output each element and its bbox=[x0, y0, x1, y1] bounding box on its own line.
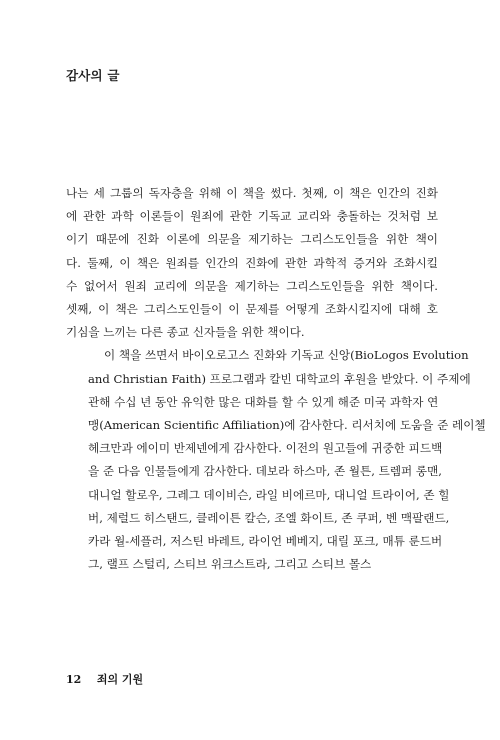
paragraph-1 bbox=[66, 182, 438, 344]
section-title: 감사의 글 bbox=[66, 68, 120, 83]
running-book-title: 죄의 기원 bbox=[96, 673, 144, 686]
text-line: 기심을 느끼는 다른 종교 신자들을 위한 책이다. bbox=[66, 325, 305, 340]
text-line: 수 없어서 원죄 교리에 의문을 제기하는 그리스도인들을 위한 책이다. bbox=[66, 278, 438, 293]
text-line: 이기 때문에 진화 이론에 의문을 제기하는 그리스도인들을 위한 책이 bbox=[66, 232, 438, 247]
text-line: 맹(American Scientific Affiliation)에 감사한다. 리서치에 도움을 준 레이첼 bbox=[88, 418, 486, 433]
text-line: 대니얼 할로우, 그레그 데이비슨, 라일 비에르마, 대니얼 트라이어, 존 힐 bbox=[88, 487, 450, 502]
text-line: 이 책을 쓰면서 바이오로고스 진화와 기독교 신앙(BioLogos Evolution bbox=[104, 348, 469, 363]
text-line: 카라 월-세플러, 저스틴 바레트, 라이언 베베지, 대릴 포크, 매튜 룬드버 bbox=[88, 534, 443, 549]
text-line: 셋째, 이 책은 그리스도인들이 이 문제를 어떻게 조화시킬지에 대해 호 bbox=[66, 302, 438, 317]
page-footer bbox=[66, 671, 143, 687]
text-line: 다. 둘째, 이 책은 원죄를 인간의 진화에 관한 과학적 증거와 조화시킬 bbox=[66, 255, 438, 270]
body-text bbox=[66, 182, 486, 576]
text-line: 그, 랠프 스털리, 스티브 위크스트라, 그리고 스티브 몰스 bbox=[88, 557, 372, 572]
text-line: 을 준 다음 인물들에게 감사한다. 데보라 하스마, 존 월튼, 트렘퍼 롱맨, bbox=[88, 464, 442, 479]
text-line: 나는 세 그룹의 독자층을 위해 이 책을 썼다. 첫째, 이 책은 인간의 진화 bbox=[66, 186, 438, 200]
text-line: 관해 수십 년 동안 유익한 많은 대화를 할 수 있게 해준 미국 과학자 연 bbox=[88, 394, 439, 409]
text-line: 버, 제럴드 히스탠드, 클레이튼 칼슨, 조엘 화이트, 존 쿠퍼, 벤 맥팔랜드, bbox=[88, 510, 450, 525]
page-number: 12 bbox=[66, 673, 82, 686]
text-line: and Christian Faith) 프로그램과 칼빈 대학교의 후원을 받았다. 이 주제에 bbox=[88, 371, 471, 386]
paragraph-2 bbox=[66, 344, 486, 576]
text-line: 에 관한 과학 이론들이 원죄에 관한 기독교 교리와 충돌하는 것처럼 보 bbox=[66, 209, 438, 224]
text-line: 헤크만과 에이미 반제넨에게 감사한다. 이전의 원고들에 귀중한 피드백 bbox=[88, 441, 443, 456]
